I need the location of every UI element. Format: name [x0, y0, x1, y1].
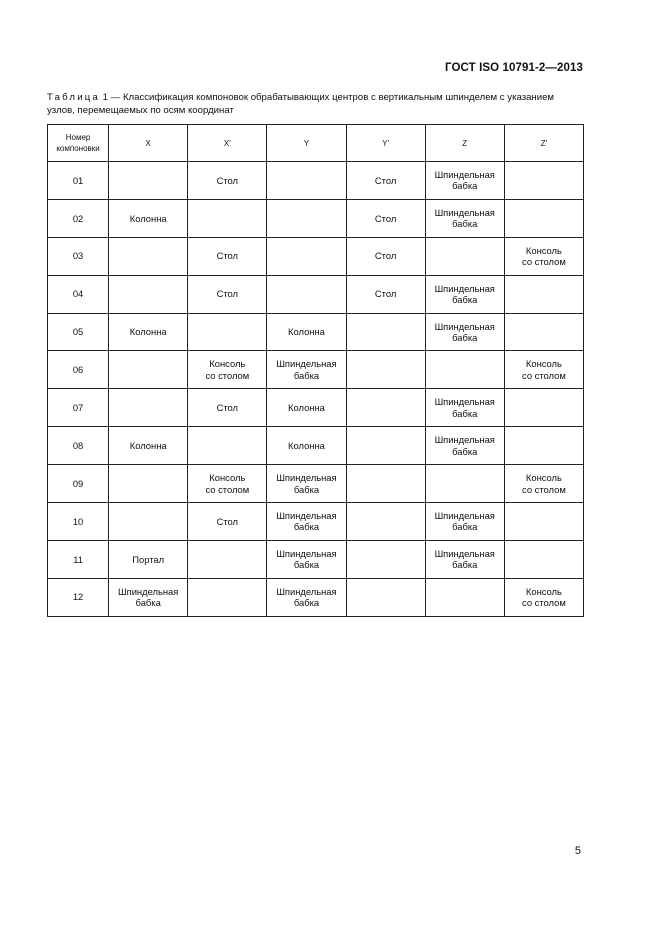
table-caption	[47, 92, 587, 117]
cell-axis-z	[425, 351, 504, 389]
cell-text-line: Шпиндельная	[434, 206, 495, 218]
cell-layout-number: 10	[48, 503, 109, 541]
cell-axis-z-prime	[504, 237, 583, 275]
cell-axis-z-prime	[504, 162, 583, 200]
cell-axis-x: Колонна	[109, 313, 188, 351]
header-axis-x: X	[109, 125, 188, 162]
cell-text-line: Шпиндельная	[276, 472, 337, 484]
document-code: ГОСТ ISO 10791-2—2013	[445, 62, 583, 74]
cell-layout-number: 03	[48, 237, 109, 275]
table-row	[48, 313, 584, 351]
cell-text-line: Шпиндельная	[434, 509, 495, 521]
cell-text-line: со столом	[522, 483, 566, 495]
cell-axis-y-prime: Стол	[346, 199, 425, 237]
layout-classification-table	[47, 124, 584, 617]
cell-axis-z	[425, 237, 504, 275]
cell-axis-x	[109, 237, 188, 275]
cell-axis-z	[425, 313, 504, 351]
cell-axis-z	[425, 199, 504, 237]
cell-text-line: Консоль	[525, 585, 562, 597]
cell-text-line: Шпиндельная	[276, 358, 337, 370]
cell-layout-number: 05	[48, 313, 109, 351]
header-number-line2: компоновки	[56, 144, 100, 153]
cell-axis-x	[109, 351, 188, 389]
table-row	[48, 540, 584, 578]
cell-layout-number: 07	[48, 389, 109, 427]
cell-axis-y-prime	[346, 351, 425, 389]
cell-axis-x-prime	[188, 578, 267, 616]
cell-text-line: Шпиндельная	[276, 509, 337, 521]
cell-axis-y-prime	[346, 465, 425, 503]
header-axis-z-prime: Z'	[504, 125, 583, 162]
cell-axis-x	[109, 578, 188, 616]
cell-text-line: Шпиндельная	[434, 320, 495, 332]
cell-axis-y	[267, 237, 346, 275]
cell-axis-z	[425, 275, 504, 313]
caption-text-line2: узлов, перемещаемых по осям координат	[47, 104, 234, 116]
cell-axis-x	[109, 389, 188, 427]
cell-axis-z-prime	[504, 351, 583, 389]
cell-axis-x-prime: Стол	[188, 162, 267, 200]
cell-axis-z-prime	[504, 389, 583, 427]
table-row	[48, 503, 584, 541]
cell-axis-z-prime	[504, 275, 583, 313]
cell-axis-x-prime	[188, 351, 267, 389]
cell-text-line: бабка	[135, 597, 161, 609]
caption-prefix: Таблица	[47, 92, 101, 103]
cell-axis-x-prime: Стол	[188, 237, 267, 275]
table-row	[48, 199, 584, 237]
cell-axis-y-prime	[346, 540, 425, 578]
cell-axis-x	[109, 503, 188, 541]
cell-layout-number: 01	[48, 162, 109, 200]
cell-axis-x-prime	[188, 540, 267, 578]
cell-text-line: бабка	[452, 294, 478, 306]
cell-text-line: Шпиндельная	[434, 168, 495, 180]
cell-text-line: Консоль	[209, 358, 246, 370]
cell-axis-z-prime	[504, 313, 583, 351]
cell-axis-y	[267, 540, 346, 578]
cell-text-line: Шпиндельная	[276, 585, 337, 597]
cell-axis-y	[267, 275, 346, 313]
cell-axis-x: Портал	[109, 540, 188, 578]
cell-layout-number: 04	[48, 275, 109, 313]
cell-axis-z-prime	[504, 503, 583, 541]
cell-axis-y	[267, 465, 346, 503]
cell-axis-y-prime	[346, 427, 425, 465]
cell-axis-z	[425, 578, 504, 616]
cell-axis-x-prime	[188, 465, 267, 503]
header-axis-z: Z	[425, 125, 504, 162]
table-row	[48, 351, 584, 389]
table-header-row	[48, 125, 584, 162]
table-row	[48, 578, 584, 616]
header-axis-y: Y	[267, 125, 346, 162]
cell-layout-number: 09	[48, 465, 109, 503]
table-row	[48, 275, 584, 313]
table-row	[48, 162, 584, 200]
cell-text-line: бабка	[293, 483, 320, 495]
cell-axis-z	[425, 503, 504, 541]
table-body	[48, 162, 584, 617]
cell-layout-number: 06	[48, 351, 109, 389]
cell-axis-z	[425, 540, 504, 578]
cell-axis-x-prime	[188, 199, 267, 237]
cell-axis-y	[267, 578, 346, 616]
cell-axis-y	[267, 351, 346, 389]
cell-text-line: Консоль	[209, 472, 246, 484]
cell-text-line: со столом	[205, 483, 250, 495]
cell-text-line: бабка	[452, 445, 478, 457]
cell-axis-z-prime	[504, 465, 583, 503]
cell-axis-y	[267, 162, 346, 200]
cell-text-line: Шпиндельная	[276, 547, 337, 559]
cell-axis-z-prime	[504, 540, 583, 578]
cell-text-line: бабка	[452, 407, 478, 419]
cell-axis-y-prime	[346, 503, 425, 541]
cell-text-line: Консоль	[525, 472, 562, 484]
cell-axis-x-prime: Стол	[188, 275, 267, 313]
cell-text-line: со столом	[522, 256, 566, 268]
table-row	[48, 389, 584, 427]
table-row	[48, 427, 584, 465]
cell-axis-x: Колонна	[109, 199, 188, 237]
cell-axis-x	[109, 162, 188, 200]
cell-text-line: Шпиндельная	[434, 282, 495, 294]
cell-axis-y: Колонна	[267, 313, 346, 351]
cell-axis-x-prime	[188, 427, 267, 465]
cell-layout-number: 12	[48, 578, 109, 616]
cell-text-line: бабка	[452, 180, 478, 192]
cell-axis-y: Колонна	[267, 389, 346, 427]
cell-axis-y-prime: Стол	[346, 275, 425, 313]
cell-axis-y	[267, 503, 346, 541]
cell-axis-z	[425, 465, 504, 503]
cell-axis-z	[425, 162, 504, 200]
header-axis-x-prime: X'	[188, 125, 267, 162]
cell-axis-z-prime	[504, 578, 583, 616]
cell-axis-y-prime: Стол	[346, 237, 425, 275]
table-row	[48, 465, 584, 503]
cell-axis-y: Колонна	[267, 427, 346, 465]
cell-text-line: со столом	[522, 597, 566, 609]
cell-text-line: Шпиндельная	[434, 396, 495, 408]
cell-text-line: Шпиндельная	[118, 585, 179, 597]
cell-text-line: бабка	[452, 218, 478, 230]
table-row	[48, 237, 584, 275]
cell-text-line: Шпиндельная	[434, 547, 495, 559]
cell-axis-x	[109, 465, 188, 503]
cell-axis-x-prime: Стол	[188, 503, 267, 541]
cell-text-line: бабка	[293, 369, 320, 381]
cell-axis-z	[425, 389, 504, 427]
cell-text-line: бабка	[293, 559, 320, 571]
cell-axis-y	[267, 199, 346, 237]
header-layout-number	[48, 125, 109, 162]
cell-axis-y-prime: Стол	[346, 162, 425, 200]
cell-text-line: бабка	[452, 521, 478, 533]
cell-axis-x: Колонна	[109, 427, 188, 465]
cell-text-line: бабка	[452, 559, 478, 571]
cell-text-line: бабка	[452, 332, 478, 343]
cell-layout-number: 11	[48, 540, 109, 578]
cell-axis-y-prime	[346, 313, 425, 351]
header-number-line1: Номер	[65, 133, 91, 142]
cell-axis-z-prime	[504, 199, 583, 237]
caption-text-line1: 1 — Классификация компоновок обрабатывающих центров с вертикальным шпинделем с указанием	[100, 92, 555, 103]
cell-text-line: Консоль	[525, 244, 562, 256]
cell-axis-x-prime: Стол	[188, 389, 267, 427]
cell-text-line: Шпиндельная	[434, 434, 495, 446]
cell-axis-y-prime	[346, 578, 425, 616]
cell-text-line: бабка	[293, 597, 320, 609]
cell-axis-y-prime	[346, 389, 425, 427]
cell-text-line: со столом	[522, 369, 566, 381]
page-number: 5	[574, 845, 581, 857]
cell-axis-x	[109, 275, 188, 313]
cell-text-line: Консоль	[525, 358, 562, 370]
cell-layout-number: 02	[48, 199, 109, 237]
header-axis-y-prime: Y'	[346, 125, 425, 162]
cell-text-line: бабка	[293, 521, 320, 533]
cell-layout-number: 08	[48, 427, 109, 465]
cell-axis-z-prime	[504, 427, 583, 465]
cell-axis-x-prime	[188, 313, 267, 351]
cell-axis-z	[425, 427, 504, 465]
cell-text-line: со столом	[205, 369, 250, 381]
